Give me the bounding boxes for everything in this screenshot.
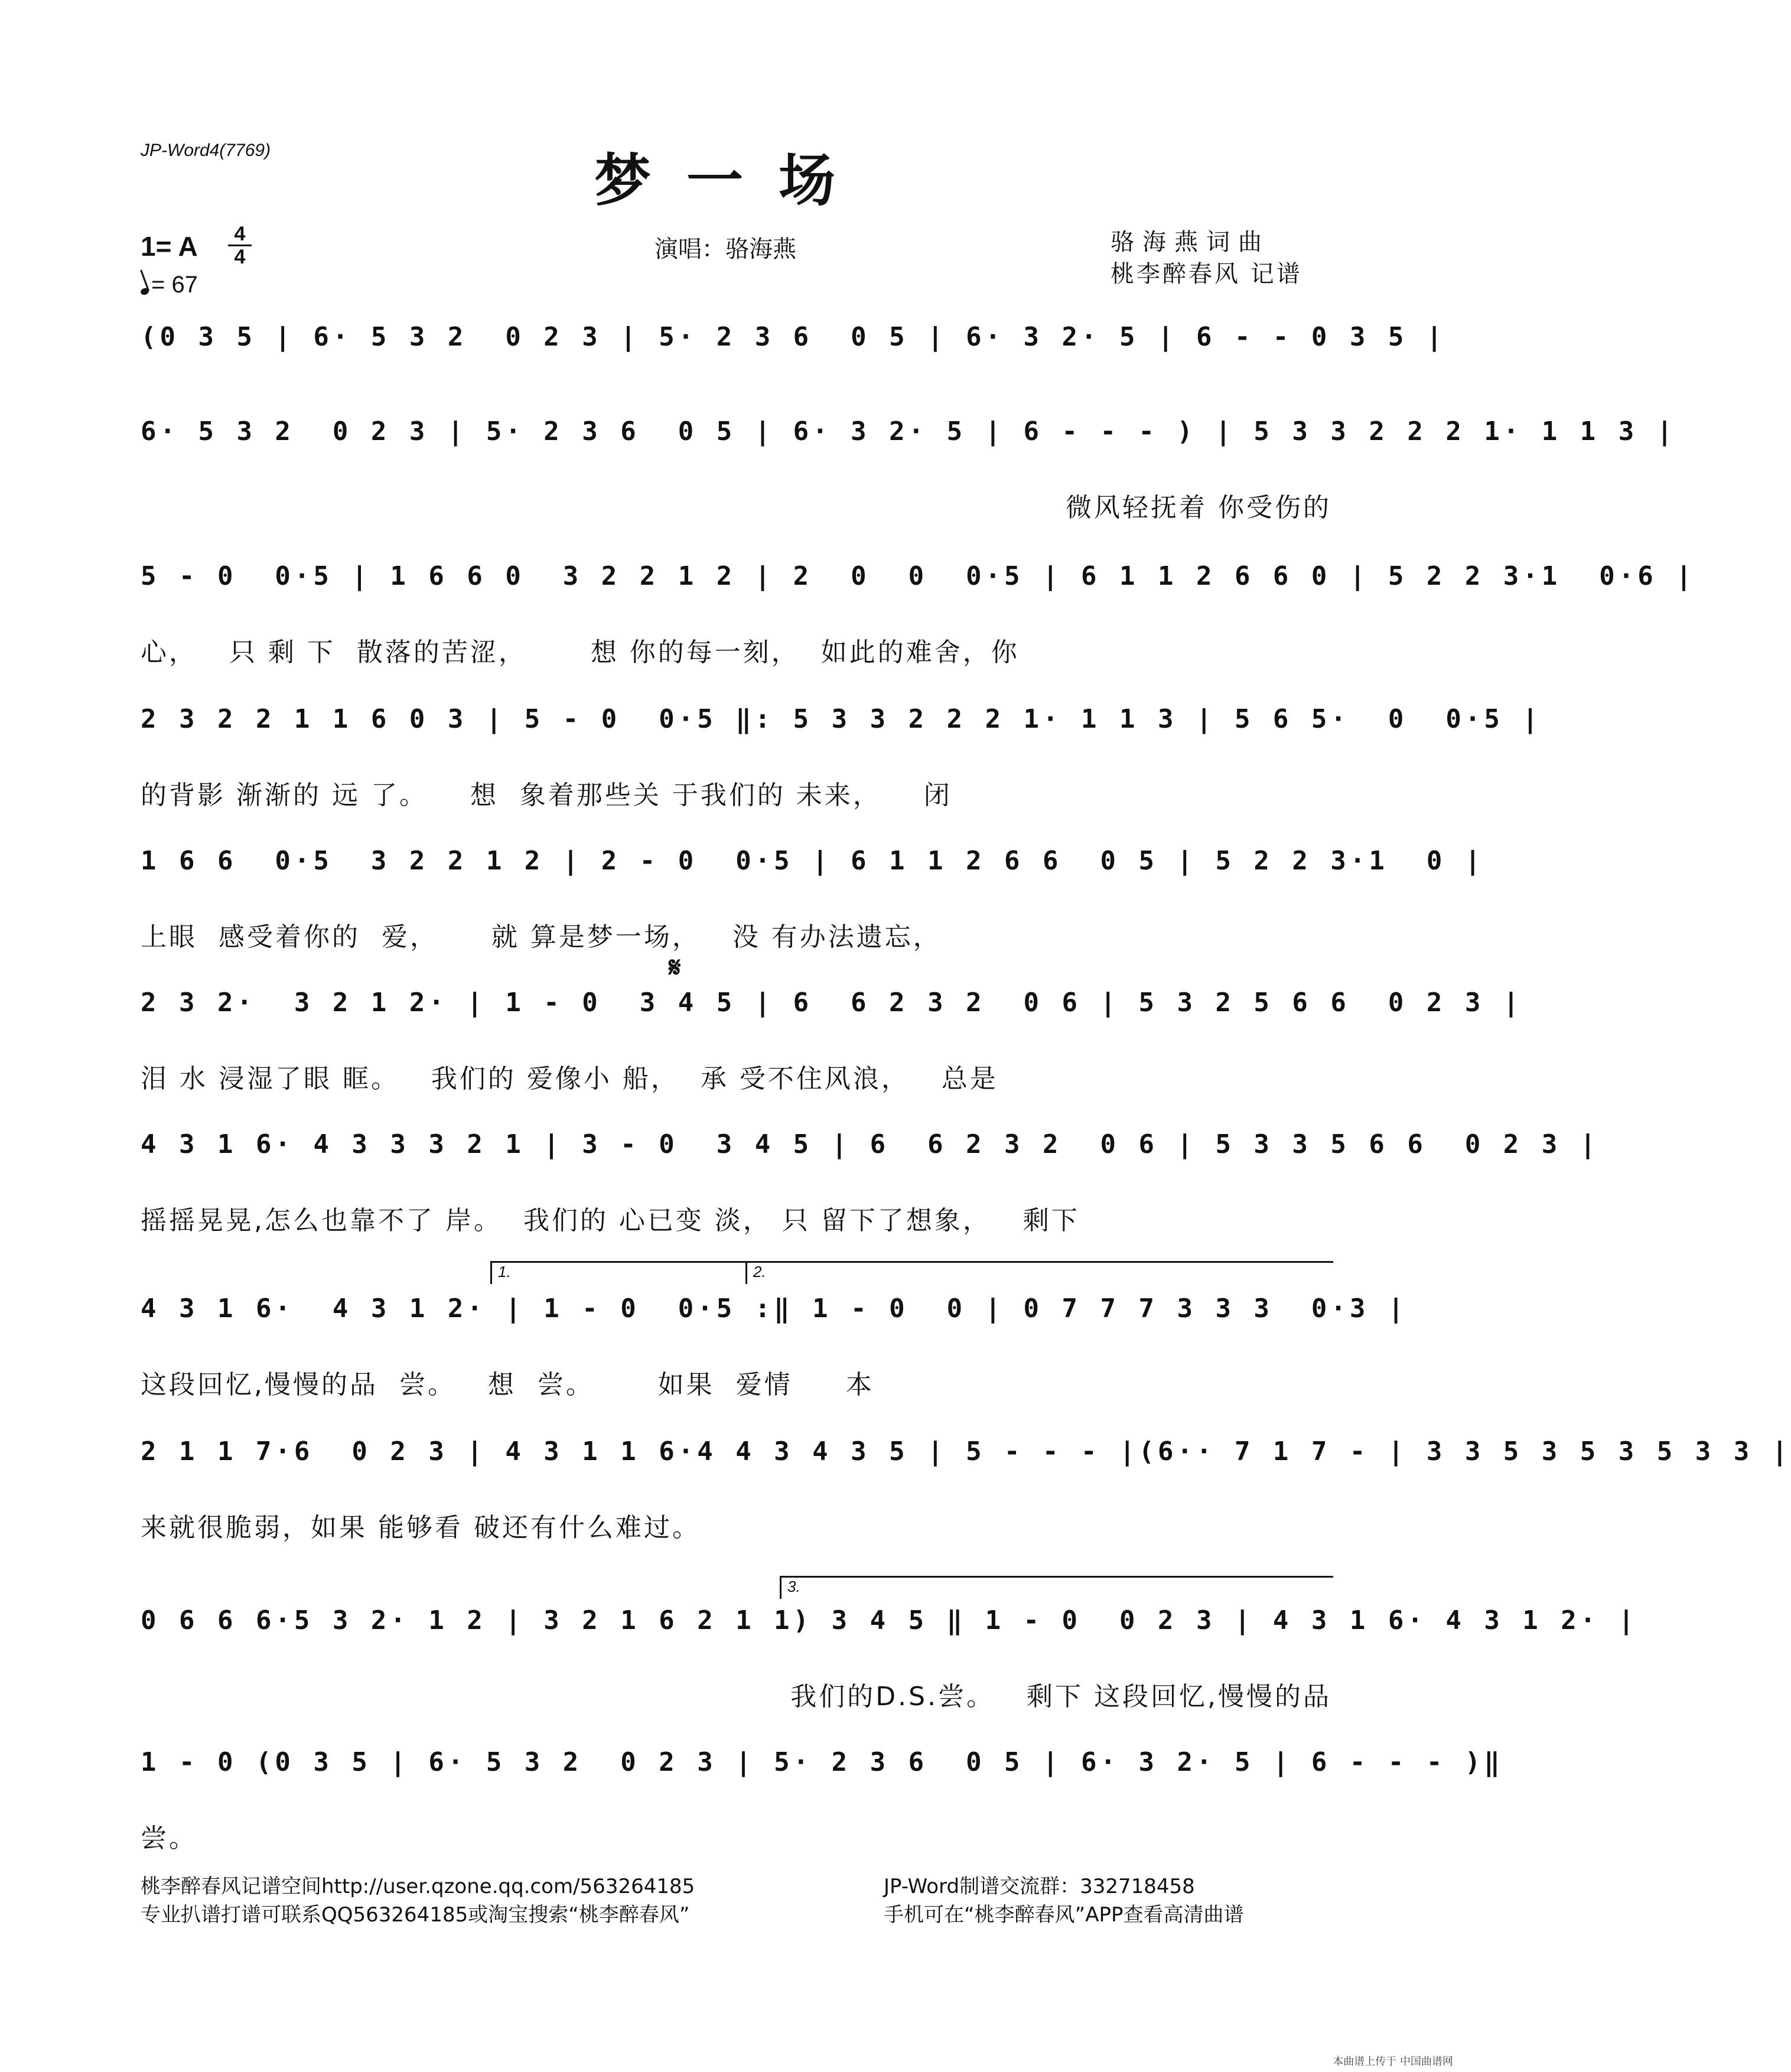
notation-line: 0 6 6 6·5 3 2· 1 2 | 3 2 1 6 2 1 1) 3 4 5 ‖ 1 - 0 0 2 3 | 4 3 1 6· 4 3 1 2· |	[141, 1605, 1638, 1636]
singer-credit: 演唱：骆海燕	[654, 236, 796, 263]
notation-line: 4 3 1 6· 4 3 3 3 2 1 | 3 - 0 3 4 5 | 6 6 2 3 2 0 6 | 5 3 3 5 6 6 0 2 3 |	[141, 1129, 1600, 1159]
notation-line: 1 - 0 (0 3 5 | 6· 5 3 2 0 2 3 | 5· 2 3 6 0 5 | 6· 3 2· 5 | 6 - - - )‖	[141, 1747, 1503, 1777]
notation-line: 1 6 6 0·5 3 2 2 1 2 | 2 - 0 0·5 | 6 1 1 2 6 6 0 5 | 5 2 2 3·1 0 |	[141, 846, 1484, 876]
volta-third-ending: 3.	[780, 1576, 1333, 1599]
time-signature-top: 4	[234, 223, 246, 245]
footer-left-line-2: 专业扒谱打谱可联系QQ563264185或淘宝搜索“桃李醉春风”	[141, 1903, 690, 1927]
lyrics-line: 泪 水 浸湿了眼 眶。 我们的 爱像小 船， 承 受不住风浪， 总是	[141, 1064, 998, 1094]
footer-right-line-1: JP-Word制谱交流群：332718458	[884, 1875, 1195, 1898]
software-label: JP-Word4(7769)	[141, 141, 271, 160]
volta-second-ending: 2.	[745, 1261, 1333, 1284]
notation-line: 4 3 1 6· 4 3 1 2· | 1 - 0 0·5 :‖ 1 - 0 0 | 0 7 7 7 3 3 3 0·3 |	[141, 1294, 1408, 1324]
notation-line: 5 - 0 0·5 | 1 6 6 0 3 2 2 1 2 | 2 0 0 0·5 | 6 1 1 2 6 6 0 | 5 2 2 3·1 0·6 |	[141, 561, 1695, 591]
lyrics-line: 心， 只 剩 下 散落的苦涩， 想 你的每一刻， 如此的难舍，你	[141, 637, 1020, 667]
notation-line: 6· 5 3 2 0 2 3 | 5· 2 3 6 0 5 | 6· 3 2· 5 | 6 - - - ) | 5 3 3 2 2 2 1· 1 1 3 |	[141, 416, 1676, 447]
lyrics-line: 来就很脆弱，如果 能够看 破还有什么难过。	[141, 1513, 701, 1543]
notation-line: 2 3 2· 3 2 1 2· | 1 - 0 3 4 5 | 6 6 2 3 2 0 6 | 5 3 2 5 6 6 0 2 3 |	[141, 988, 1523, 1018]
volta-first-ending: 1.	[490, 1261, 746, 1284]
lyrics-line: 尝。	[141, 1823, 197, 1853]
site-watermark: 本曲谱上传于 中国曲谱网	[1333, 2055, 1453, 2068]
lyrics-line: 微风轻抚着 你受伤的	[1066, 493, 1331, 523]
lyrics-line: 的背影 渐渐的 远 了。 想 象着那些关 于我们的 未来， 闭	[141, 780, 952, 810]
quarter-note-icon	[140, 287, 150, 296]
time-signature	[228, 224, 252, 266]
footer-right-line-2: 手机可在“桃李醉春风”APP查看高清曲谱	[884, 1903, 1244, 1927]
tempo-marking	[141, 272, 198, 298]
notation-line: 2 3 2 2 1 1 6 0 3 | 5 - 0 0·5 ‖: 5 3 3 2 2 2 1· 1 1 3 | 5 6 5· 0 0·5 |	[141, 704, 1542, 734]
key-signature: 1= A	[141, 231, 198, 262]
notation-line: 2 1 1 7·6 0 2 3 | 4 3 1 1 6·4 4 3 4 3 5 | 5 - - - |(6·· 7 1 7 - | 3 3 5 3 5 3 5 3 3 |	[141, 1436, 1791, 1467]
transcriber-credit: 桃李醉春风 记谱	[1111, 260, 1302, 288]
time-signature-bottom: 4	[234, 246, 246, 268]
tempo-value: = 67	[151, 272, 198, 298]
lyrics-line: 上眼 感受着你的 爱， 就 算是梦一场， 没 有办法遗忘，	[141, 922, 942, 952]
lyrics-line: 这段回忆,慢慢的品 尝。 想 尝。 如果 爱情 本	[141, 1370, 874, 1400]
lyrics-line: 摇摇晃晃,怎么也靠不了 岸。 我们的 心已变 淡， 只 留下了想象， 剩下	[141, 1206, 1080, 1236]
page-title: 梦一场	[594, 148, 871, 214]
footer-left-line-1: 桃李醉春风记谱空间http://user.qzone.qq.com/563264185	[141, 1875, 695, 1898]
composer-credit: 骆海燕词曲	[1111, 229, 1270, 256]
notation-line: (0 3 5 | 6· 5 3 2 0 2 3 | 5· 2 3 6 0 5 | 6· 3 2· 5 | 6 - - 0 3 5 |	[141, 322, 1446, 352]
segno-mark: 𝄋	[669, 951, 681, 984]
lyrics-line: 我们的D.S.尝。 剩下 这段回忆,慢慢的品	[790, 1682, 1331, 1712]
